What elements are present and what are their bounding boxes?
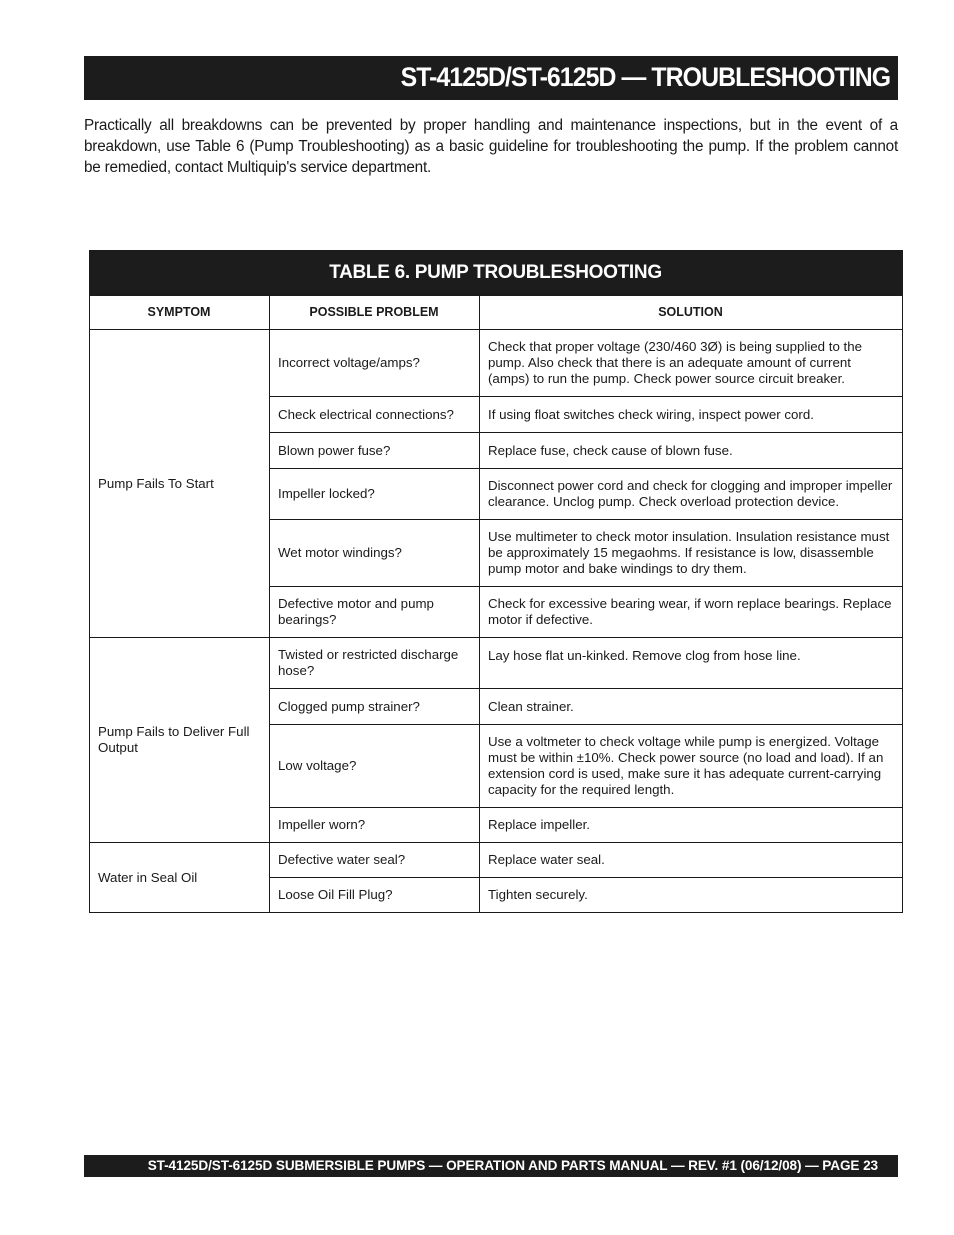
problem-cell: Low voltage? bbox=[270, 725, 480, 808]
symptom-cell: Pump Fails To Start bbox=[90, 330, 270, 638]
column-header-problem: POSSIBLE PROBLEM bbox=[270, 296, 480, 330]
problem-cell: Defective motor and pump bearings? bbox=[270, 587, 480, 638]
solution-cell: Disconnect power cord and check for clogging and improper impeller clearance. Unclog pump. Check overload protection device. bbox=[480, 469, 903, 520]
problem-cell: Check electrical connections? bbox=[270, 397, 480, 433]
solution-cell: Replace impeller. bbox=[480, 808, 903, 843]
solution-cell: Replace fuse, check cause of blown fuse. bbox=[480, 433, 903, 469]
column-header-solution: SOLUTION bbox=[480, 296, 903, 330]
problem-cell: Clogged pump strainer? bbox=[270, 689, 480, 725]
column-header-symptom: SYMPTOM bbox=[90, 296, 270, 330]
problem-cell: Defective water seal? bbox=[270, 843, 480, 878]
intro-paragraph: Practically all breakdowns can be prevented by proper handling and maintenance inspections, but in the event of a breakdown, use Table 6 (Pump Troubleshooting) as a basic guideline for troubleshooting the pump. If the problem cannot be remedied, contact Multiquip's service department. bbox=[84, 117, 898, 176]
solution-cell: Check for excessive bearing wear, if worn replace bearings. Replace motor if defective. bbox=[480, 587, 903, 638]
solution-cell: Use multimeter to check motor insulation. Insulation resistance must be approximately 15 megaohms. If resistance is low, disassemble pump motor and bake windings to dry them. bbox=[480, 520, 903, 587]
solution-cell: Tighten securely. bbox=[480, 878, 903, 913]
table-row bbox=[90, 843, 903, 878]
problem-cell: Blown power fuse? bbox=[270, 433, 480, 469]
problem-cell: Loose Oil Fill Plug? bbox=[270, 878, 480, 913]
solution-cell: If using float switches check wiring, inspect power cord. bbox=[480, 397, 903, 433]
problem-cell: Incorrect voltage/amps? bbox=[270, 330, 480, 397]
page-footer-bar bbox=[84, 1155, 898, 1177]
table-caption: TABLE 6. PUMP TROUBLESHOOTING bbox=[90, 251, 903, 296]
page-title: ST-4125D/ST-6125D — TROUBLESHOOTING bbox=[400, 62, 890, 92]
solution-cell: Check that proper voltage (230/460 3Ø) is being supplied to the pump. Also check that there is an adequate amount of current (amps) to run the pump. Check power source circuit breaker. bbox=[480, 330, 903, 397]
troubleshooting-table bbox=[89, 250, 903, 913]
table-row bbox=[90, 638, 903, 689]
symptom-cell: Pump Fails to Deliver Full Output bbox=[90, 638, 270, 843]
solution-cell: Use a voltmeter to check voltage while pump is energized. Voltage must be within ±10%. Check power source (no load and load). If an extension cord is used, make sure it has adequate current-carrying capacity for the required length. bbox=[480, 725, 903, 808]
solution-cell: Clean strainer. bbox=[480, 689, 903, 725]
solution-cell: Replace water seal. bbox=[480, 843, 903, 878]
problem-cell: Impeller worn? bbox=[270, 808, 480, 843]
footer-text: ST-4125D/ST-6125D SUBMERSIBLE PUMPS — OPERATION AND PARTS MANUAL — REV. #1 (06/12/08) — PAGE 23 bbox=[147, 1158, 878, 1173]
problem-cell: Wet motor windings? bbox=[270, 520, 480, 587]
problem-cell: Impeller locked? bbox=[270, 469, 480, 520]
problem-cell: Twisted or restricted discharge hose? bbox=[270, 638, 480, 689]
table-row bbox=[90, 330, 903, 397]
page-header-bar bbox=[84, 56, 898, 100]
symptom-cell: Water in Seal Oil bbox=[90, 843, 270, 913]
solution-cell: Lay hose flat un-kinked. Remove clog from hose line. bbox=[480, 638, 903, 689]
